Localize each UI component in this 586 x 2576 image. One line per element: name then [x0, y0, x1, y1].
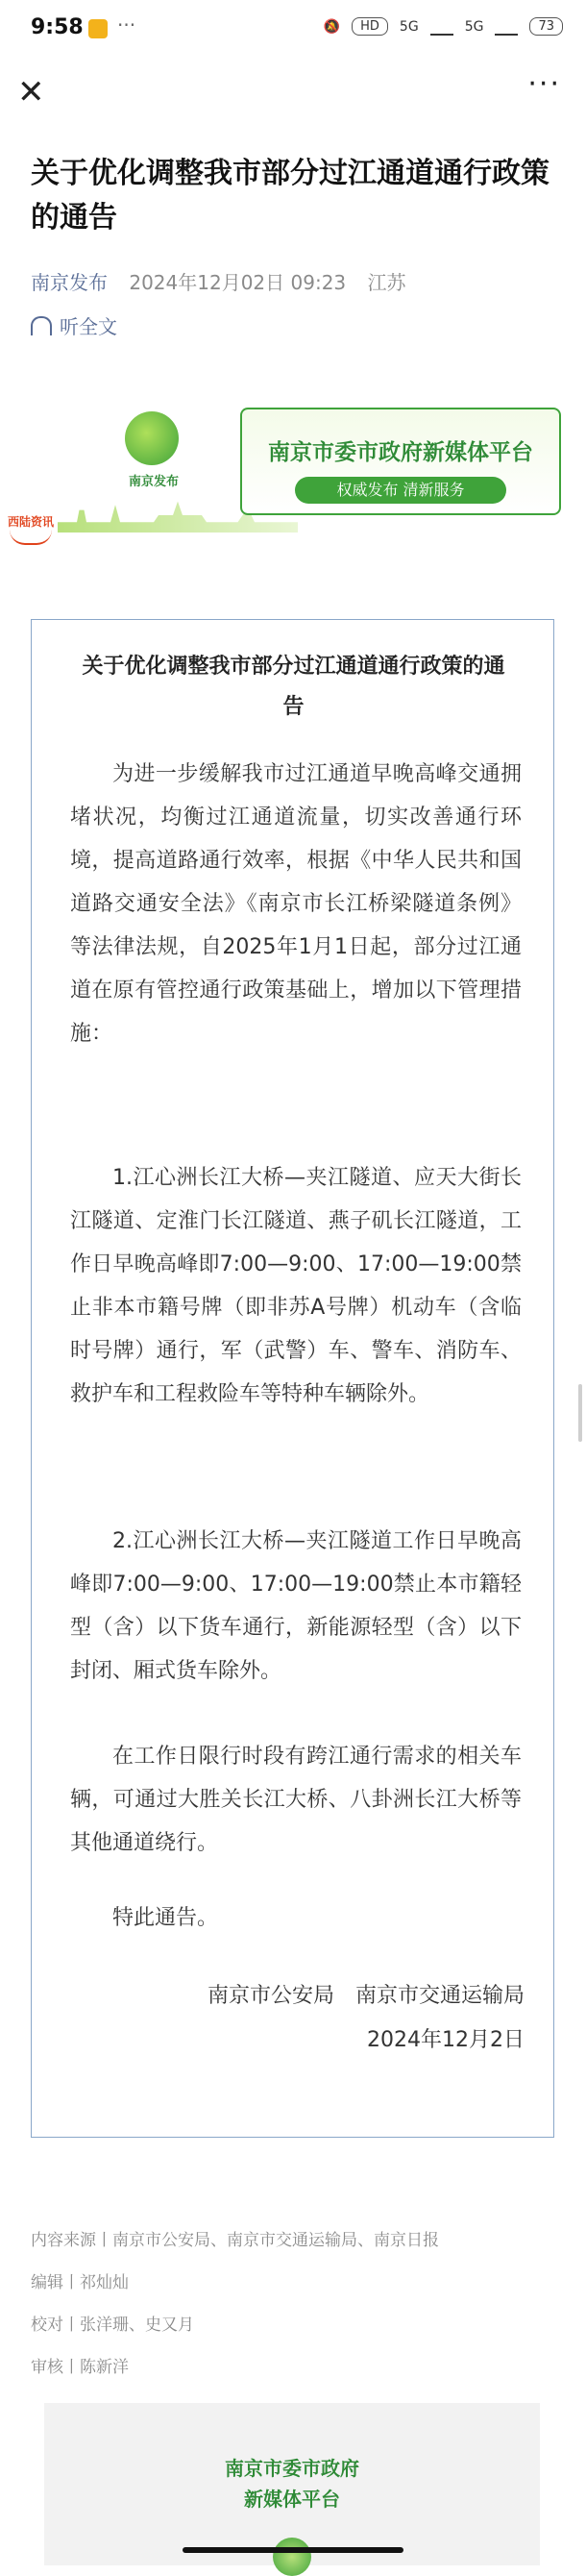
- app-notification-icon: [88, 19, 108, 38]
- more-icon[interactable]: ···: [527, 67, 561, 101]
- notice-paragraph-4: 在工作日限行时段有跨江通行需求的相关车辆，可通过大胜关长江大桥、八卦洲长江大桥等其他通道绕行。: [70, 1745, 522, 1855]
- home-indicator[interactable]: [183, 2547, 403, 2553]
- notice-title-text: 关于优化调整我市部分过江通道通行政策的通告: [82, 655, 505, 719]
- notice-box: [31, 619, 554, 2138]
- platform-title: 南京市委市政府新媒体平台: [268, 440, 533, 465]
- top-nav: [0, 63, 586, 125]
- qr-text-line-2: 新媒体平台: [244, 2488, 340, 2511]
- notice-paragraph-3: 2.江心洲长江大桥—夹江隧道工作日早晚高峰即7:00—9:00、17:00—19:00禁止本市籍轻型（含）以下货车通行，新能源轻型（含）以下封闭、厢式货车除外。: [70, 1529, 522, 1683]
- qr-card-text: [44, 2453, 540, 2514]
- status-right: [324, 17, 563, 36]
- notice-date: 2024年12月2日: [367, 2028, 525, 2052]
- notice-signers: 南京市公安局 南京市交通运输局: [207, 1984, 525, 2008]
- headphones-icon: [31, 316, 52, 335]
- mute-icon: 🔕: [323, 18, 341, 35]
- content-source: 内容来源丨南京市公安局、南京市交通运输局、南京日报: [31, 2231, 439, 2250]
- qr-card: [44, 2403, 540, 2565]
- notice-title: [32, 647, 555, 728]
- article-date: 2024年12月02日 09:23: [129, 271, 347, 294]
- article-source-link[interactable]: 南京发布: [31, 271, 108, 294]
- reviewer: 审核丨陈新洋: [31, 2358, 129, 2377]
- platform-panel: [240, 408, 561, 515]
- platform-slogan: 权威发布 清新服务: [295, 477, 506, 504]
- notice-paragraph-1: 为进一步缓解我市过江通道早晚高峰交通拥堵状况，均衡过江通道流量，切实改善通行环境，提高道路通行效率，根据《中华人民共和国道路交通安全法》《南京市长江桥梁隧道条例》等法律法规，自2025年1月1日起，部分过江通道在原有管控通行政策基础上，增加以下管理措施：: [70, 762, 522, 1046]
- nanjing-fabu-logo: [115, 404, 192, 500]
- qr-logo-icon: [273, 2538, 311, 2576]
- watermark-text: 西陆资讯: [7, 515, 54, 529]
- qr-text-line-1: 南京市委市政府: [225, 2457, 359, 2480]
- editor: 编辑丨祁灿灿: [31, 2273, 129, 2292]
- logo-text: 南京发布: [128, 475, 179, 489]
- article-region: 江苏: [367, 271, 406, 294]
- status-time: 9:58: [31, 15, 84, 39]
- scrollbar[interactable]: [578, 1384, 582, 1442]
- banner-image: [58, 384, 557, 538]
- leaf-logo-icon: [125, 411, 179, 465]
- signal-1-label: 5G: [399, 18, 419, 35]
- notice-paragraph-2: 1.江心洲长江大桥—夹江隧道、应天大街长江隧道、定淮门长江隧道、燕子矶长江隧道，工作日早晚高峰即7:00—9:00、17:00—19:00禁止非本市籍号牌（即非苏A号牌）机动车（含临时号牌）通行，军（武警）车、警车、消防车、救护车和工程救险车等特种车辆除外。: [70, 1166, 522, 1406]
- close-icon[interactable]: ✕: [17, 73, 45, 111]
- proofreader: 校对丨张洋珊、史又月: [31, 2316, 194, 2335]
- watermark-logo: [6, 513, 56, 548]
- hd-badge: HD: [352, 17, 388, 36]
- signal-2-label: 5G: [464, 18, 484, 35]
- signal-2-icon: [495, 18, 518, 36]
- status-bar: [0, 0, 586, 63]
- notice-paragraph-5: 特此通告。: [112, 1906, 219, 1930]
- listen-button[interactable]: [31, 311, 117, 339]
- watermark-ring-icon: [10, 530, 52, 545]
- article-title: 关于优化调整我市部分过江通道通行政策的通告: [31, 157, 549, 235]
- listen-label: 听全文: [60, 315, 117, 338]
- status-more: ···: [117, 13, 136, 37]
- article-meta: [31, 267, 406, 295]
- battery-icon: 73: [529, 17, 563, 36]
- signal-1-icon: [430, 18, 453, 36]
